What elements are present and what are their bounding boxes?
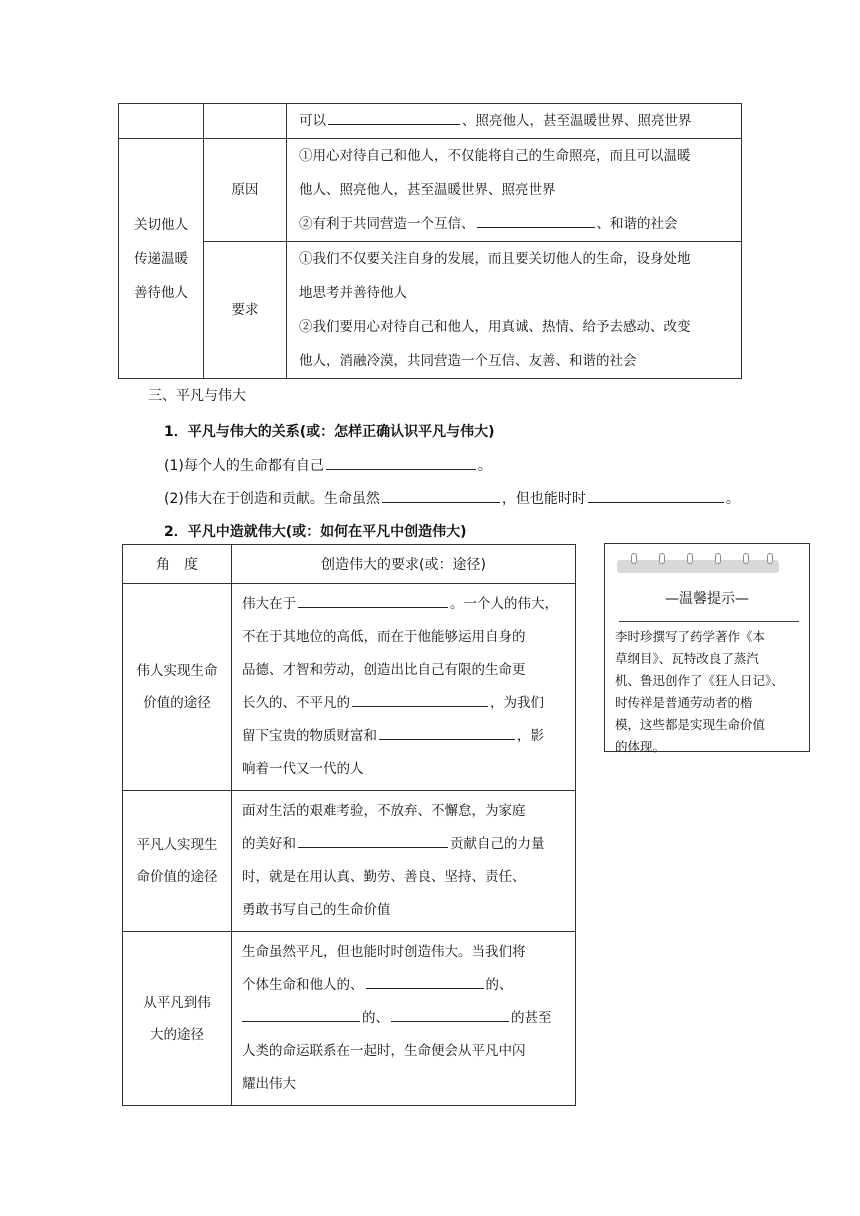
content-line: 响着一代又一代的人 — [242, 761, 364, 777]
content-line: 面对生活的艰难考验，不放弃、不懈怠，为家庭 — [242, 803, 526, 819]
row-label-line: 命价值的途径 — [136, 869, 218, 885]
table-cell-empty — [119, 104, 204, 139]
relationship-table — [118, 103, 742, 379]
row-label-line: 平凡人实现生 — [136, 837, 218, 853]
tip-line: 时传祥是普通劳动者的楷 — [615, 695, 753, 710]
row-content-cell — [232, 791, 576, 932]
section-heading: 三、平凡与伟大 — [148, 388, 246, 404]
item-text: 。 — [725, 491, 740, 507]
table-row — [123, 791, 576, 932]
fill-blank[interactable] — [382, 488, 500, 503]
require-content-cell — [287, 242, 742, 379]
content-text: 长久的、不平凡的 — [242, 695, 350, 711]
row-label-line: 价值的途径 — [143, 695, 211, 711]
reason-line: 他人、照亮他人，甚至温暖世界、照亮世界 — [299, 182, 556, 198]
reason-label-cell — [204, 139, 287, 242]
reason-line: ②有利于共同营造一个互信、 — [299, 216, 475, 232]
row-label-line: 伟人实现生命 — [136, 663, 218, 679]
fill-blank[interactable] — [588, 488, 724, 503]
content-text: 。一个人的伟大， — [450, 596, 558, 612]
require-label-cell — [204, 242, 287, 379]
reason-content-cell — [287, 139, 742, 242]
row-label-cell — [123, 584, 232, 791]
ring-icon — [687, 553, 693, 564]
group-label-line: 善待他人 — [134, 284, 188, 301]
require-line: ①我们不仅要关注自身的发展，而且要关切他人的生命，设身处地 — [299, 251, 691, 267]
content-line: 耀出伟大 — [242, 1076, 296, 1092]
tip-line: 草纲目》、瓦特改良了蒸汽 — [615, 651, 759, 666]
tip-line: 李时珍撰写了药学著作《本 — [615, 629, 766, 644]
reason-line: ①用心对待自己和他人，不仅能将自己的生命照亮，而且可以温暖 — [299, 148, 691, 164]
content-line: 勇敢书写自己的生命价值 — [242, 902, 391, 918]
content-text: 个体生命和他人的、 — [242, 977, 364, 993]
fill-blank[interactable] — [298, 833, 448, 848]
tip-title: —温馨提示— — [665, 591, 749, 607]
group-label-cell — [119, 139, 204, 379]
fill-blank[interactable] — [391, 1007, 509, 1022]
tip-body — [615, 626, 805, 758]
subheading-1: 1．平凡与伟大的关系(或：怎样正确认识平凡与伟大) — [164, 424, 495, 440]
content-text: 留下宝贵的物质财富和 — [242, 728, 377, 744]
fill-blank[interactable] — [352, 692, 488, 707]
table-row — [119, 242, 742, 379]
cell-text: 可以 — [299, 113, 326, 129]
ring-icon — [715, 553, 721, 564]
fill-blank[interactable] — [298, 593, 448, 608]
row-content-cell — [232, 584, 576, 791]
fill-blank[interactable] — [242, 1007, 360, 1022]
tip-line: 模，这些都是实现生命价值 — [615, 717, 766, 732]
row-label-cell — [123, 791, 232, 932]
ring-icon — [767, 553, 773, 564]
item-text: ，但也能时时 — [501, 491, 586, 507]
group-label-line: 关切他人 — [134, 216, 188, 233]
item-text: (1)每个人的生命都有自己 — [164, 458, 324, 474]
table-header-row — [123, 545, 576, 584]
fill-blank[interactable] — [477, 213, 595, 228]
tip-line: 的体现。 — [615, 739, 666, 754]
content-text: 的、 — [362, 1010, 389, 1026]
row-label-cell — [123, 932, 232, 1106]
reason-line: 、和谐的社会 — [596, 216, 678, 232]
subheading-2: 2．平凡中造就伟大(或：如何在平凡中创造伟大) — [164, 524, 467, 540]
header-requirement: 创造伟大的要求(或：途径) — [232, 545, 576, 584]
table-row — [123, 932, 576, 1106]
content-line: 品德、才智和劳动，创造出比自己有限的生命更 — [242, 662, 526, 678]
row-label-line: 大的途径 — [150, 1026, 204, 1043]
item-text: (2)伟大在于创造和贡献。生命虽然 — [164, 491, 380, 507]
group-label-line: 传递温暖 — [134, 250, 188, 267]
content-text: ，为我们 — [490, 695, 544, 711]
header-angle: 角 度 — [123, 545, 232, 584]
fill-blank[interactable] — [379, 725, 515, 740]
content-text: ，影 — [517, 728, 544, 744]
reason-label: 原因 — [231, 182, 259, 198]
require-line: ②我们要用心对待自己和他人，用真诚、热情、给予去感动、改变 — [299, 319, 691, 335]
item-2 — [164, 488, 740, 508]
item-text: 。 — [477, 458, 492, 474]
content-text: 贡献自己的力量 — [450, 836, 545, 852]
table-row — [119, 139, 742, 242]
content-line: 生命虽然平凡，但也能时时创造伟大。当我们将 — [242, 944, 526, 960]
require-line: 地思考并善待他人 — [299, 285, 407, 301]
tip-line: 机、鲁迅创作了《狂人日记》、 — [615, 673, 784, 688]
ring-icon — [631, 553, 637, 564]
table-cell-empty — [204, 104, 287, 139]
content-text: 的、 — [485, 977, 513, 993]
content-text: 的美好和 — [242, 836, 296, 852]
content-text: 伟大在于 — [242, 596, 296, 612]
require-line: 他人，消融冷漠，共同营造一个互信、友善、和谐的社会 — [299, 353, 637, 369]
fill-blank[interactable] — [326, 455, 476, 470]
table-row — [123, 584, 576, 791]
greatness-table — [122, 544, 576, 1106]
content-text: 的甚至 — [511, 1010, 552, 1026]
content-line: 人类的命运联系在一起时，生命便会从平凡中闪 — [242, 1043, 526, 1059]
tip-box — [604, 543, 810, 752]
tip-divider — [619, 621, 799, 622]
row-label-line: 从平凡到伟 — [143, 994, 211, 1011]
content-line: 时，就是在用认真、勤劳、善良、坚持、责任、 — [242, 869, 526, 885]
content-line: 不在于其地位的高低，而在于他能够运用自身的 — [242, 629, 526, 645]
table-row — [119, 104, 742, 139]
ring-icon — [659, 553, 665, 564]
table-cell-content — [287, 104, 742, 139]
item-1 — [164, 455, 492, 475]
cell-text: 、照亮他人，甚至温暖世界、照亮世界 — [462, 113, 692, 129]
notebook-binding-icon — [617, 560, 779, 573]
row-content-cell — [232, 932, 576, 1106]
require-label: 要求 — [231, 302, 259, 318]
ring-icon — [743, 553, 749, 564]
fill-blank[interactable] — [328, 110, 460, 125]
fill-blank[interactable] — [366, 974, 484, 989]
